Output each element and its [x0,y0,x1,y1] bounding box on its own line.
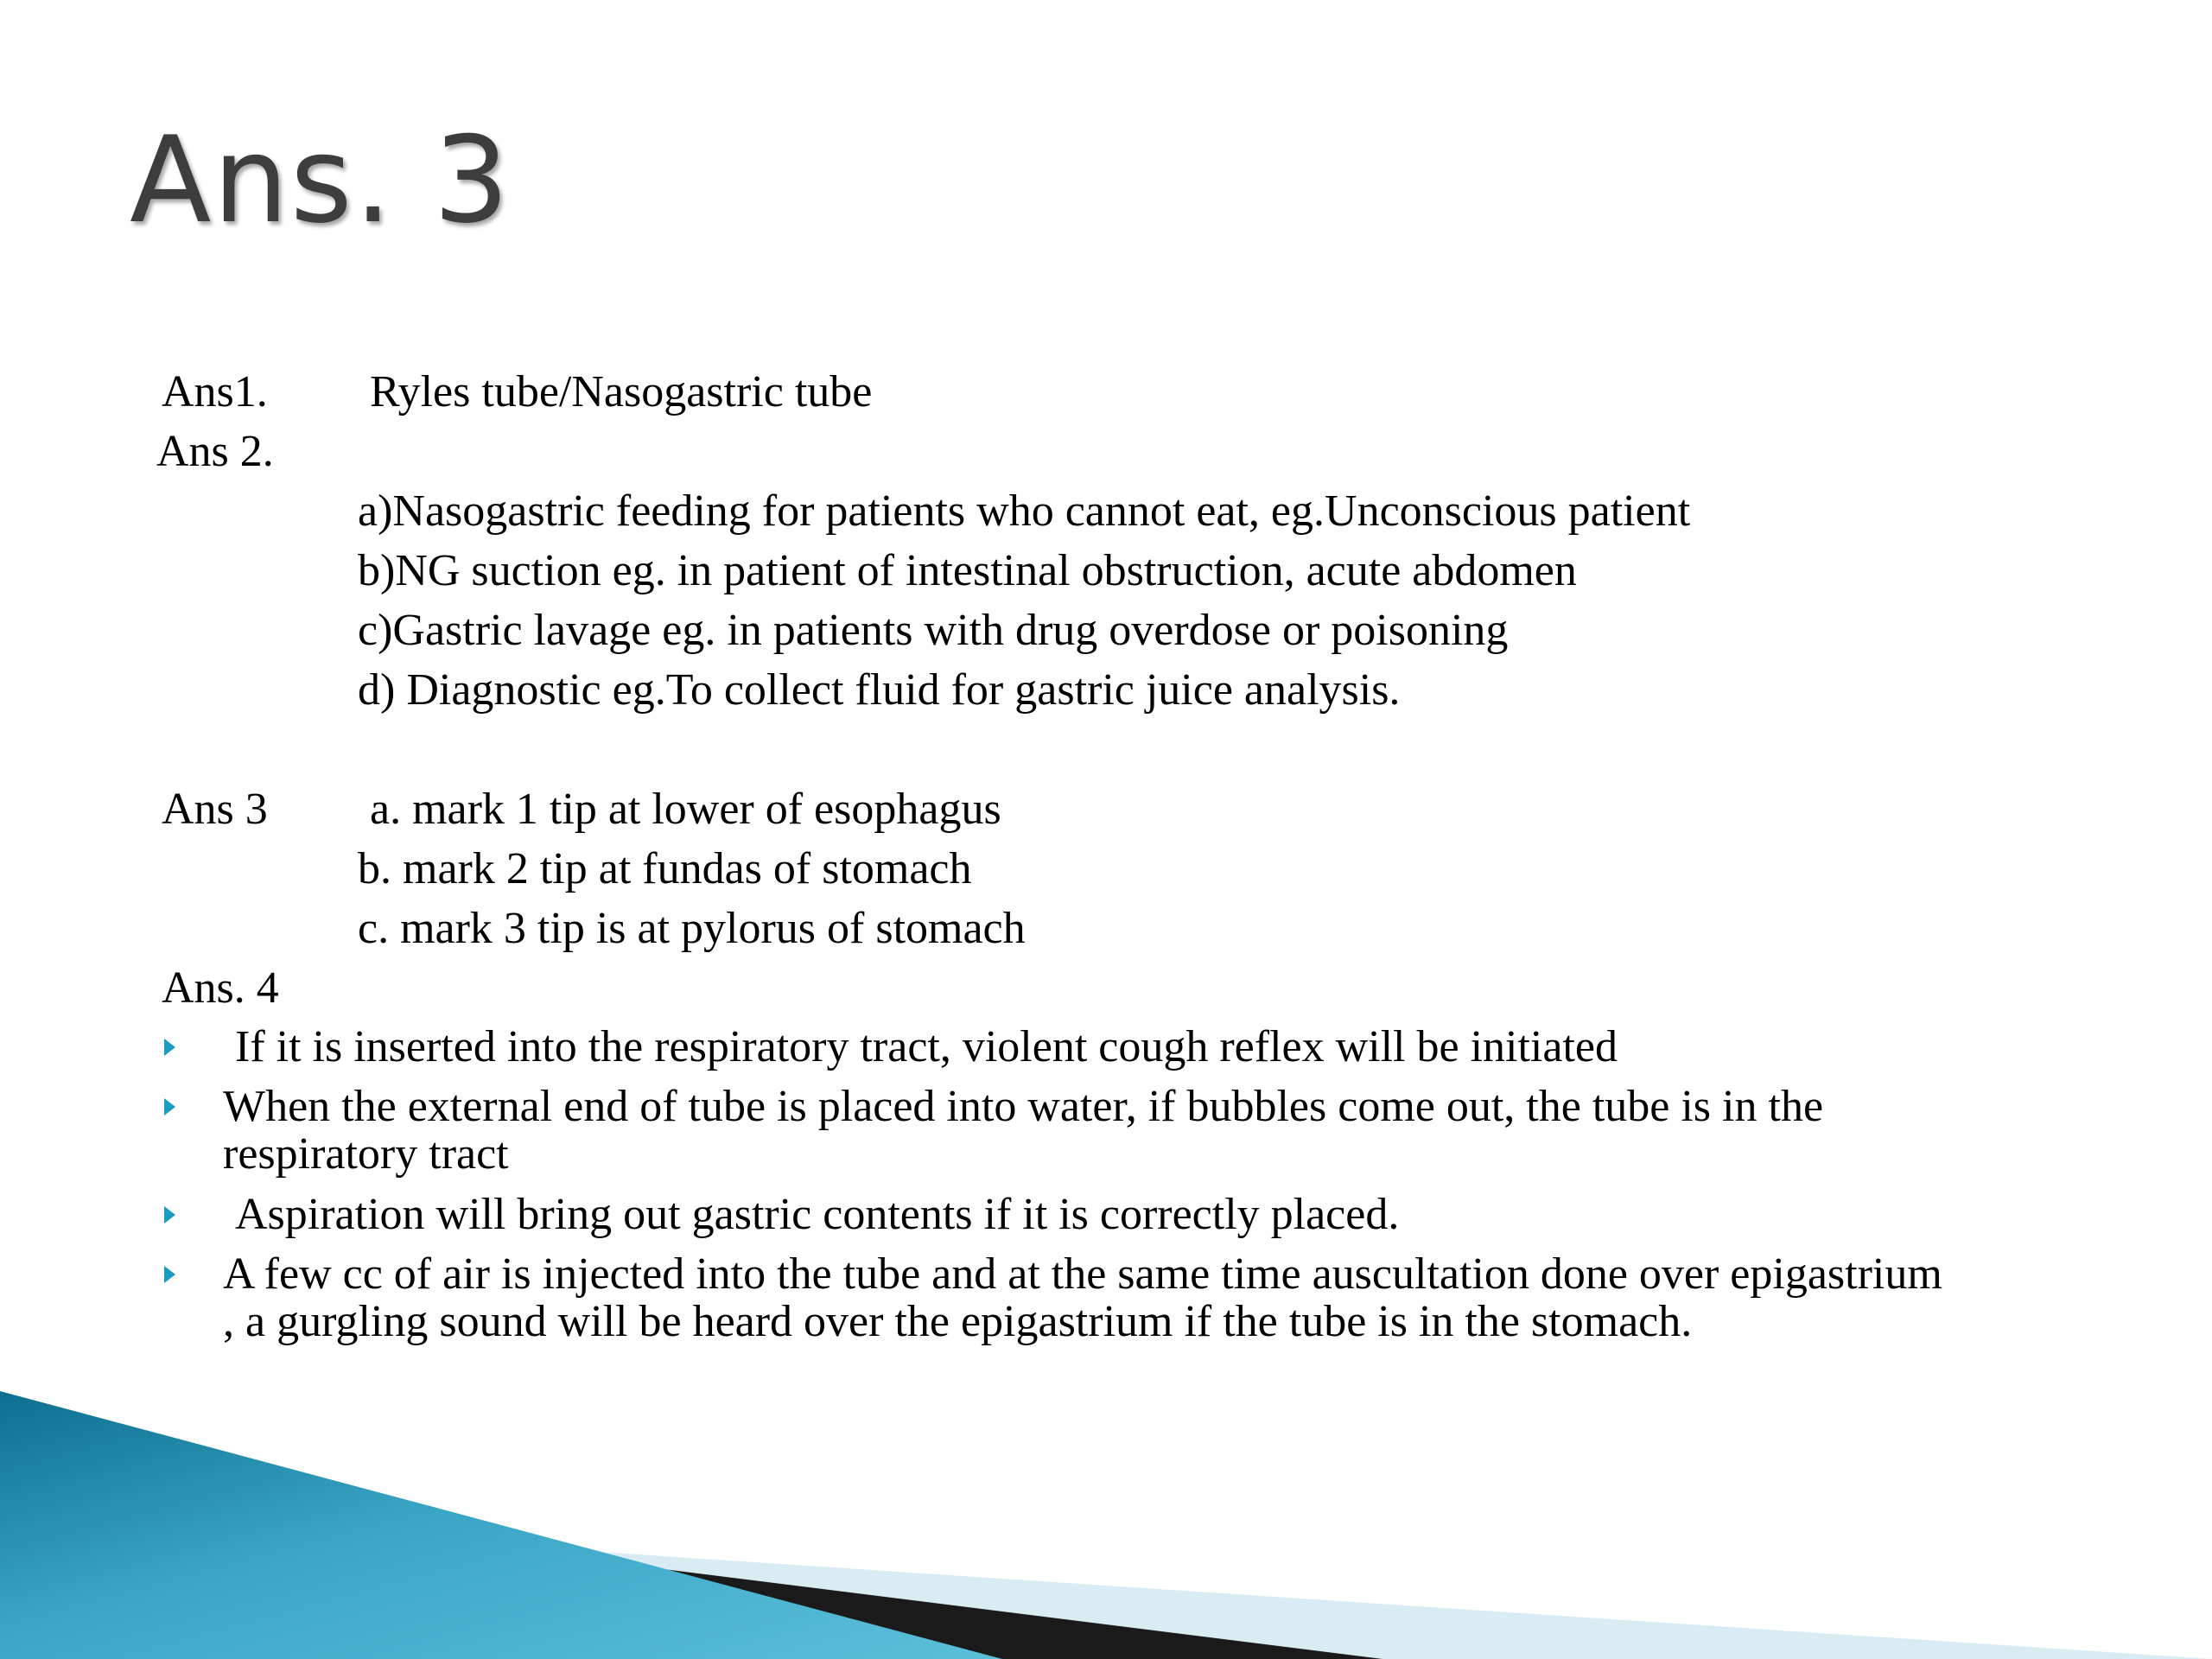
slide-title: Ans. 3 [130,111,512,250]
ans4-bullet-4: A few cc of air is injected into the tube and at the same time auscultation done over epigastrium , a gurgling sound will be heard over the epigastrium if the tube is in the stomach. [223,1249,1942,1346]
ans1-text: Ryles tube/Nasogastric tube [370,367,873,416]
ans1-label: Ans1. [162,367,268,416]
ans2-item-c: c)Gastric lavage eg. in patients with drug overdose or poisoning [358,606,1509,655]
ans2-label: Ans 2. [156,427,274,476]
ans2-item-d: d) Diagnostic eg.To collect fluid for gastric juice analysis. [358,665,1401,715]
ans3-item-a: a. mark 1 tip at lower of esophagus [370,785,1001,834]
bullet-arrow-icon [164,1039,175,1056]
ans4-bullet-3: Aspiration will bring out gastric contents if it is correctly placed. [235,1190,1400,1239]
ans4-label: Ans. 4 [162,963,279,1013]
swoosh-teal-band [0,1391,1002,1659]
ans3-label: Ans 3 [162,785,268,834]
bullet-arrow-icon [164,1266,175,1283]
ans2-item-b: b)NG suction eg. in patient of intestinal obstruction, acute abdomen [358,546,1577,595]
ans3-item-c: c. mark 3 tip is at pylorus of stomach [358,904,1026,953]
decorative-swoosh [0,1391,2212,1659]
ans4-bullet-2: When the external end of tube is placed into water, if bubbles come out, the tube is in the respiratory tract [223,1082,1824,1179]
ans4-bullet-1: If it is inserted into the respiratory tract, violent cough reflex will be initiated [235,1022,1618,1071]
ans3-item-b: b. mark 2 tip at fundas of stomach [358,844,972,893]
bullet-arrow-icon [164,1206,175,1224]
ans2-item-a: a)Nasogastric feeding for patients who cannot eat, eg.Unconscious patient [358,486,1691,536]
bullet-arrow-icon [164,1098,175,1116]
